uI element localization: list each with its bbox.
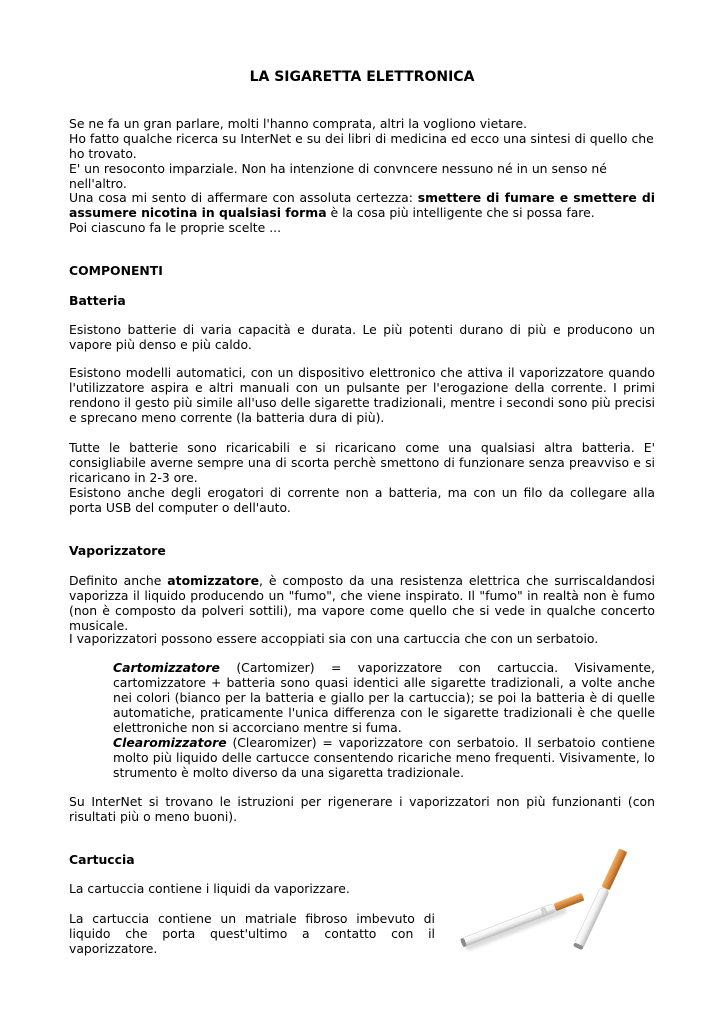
intro-line-2: Ho fatto qualche ricerca su InterNet e su dei libri di medicina ed ecco una sintesi di quello che ho trovato. [69, 131, 654, 161]
e-cigarette-illustration-icon [452, 843, 664, 953]
atomizzatore-term: atomizzatore [167, 573, 259, 588]
cartomizzatore-term: Cartomizzatore [113, 660, 220, 675]
intro-paragraph-1 [69, 116, 655, 161]
vaporizzatore-paragraph-2: I vaporizzatori possono essere accoppiati sia con una cartuccia che con un serbatoio. [69, 631, 599, 646]
subheading-batteria: Batteria [69, 293, 126, 308]
intro-paragraph-3 [69, 190, 655, 235]
subheading-cartuccia: Cartuccia [69, 852, 135, 867]
cartuccia-paragraph-1: La cartuccia contiene i liquidi da vaporizzare. [69, 881, 350, 896]
vaporizzatore-paragraph-1 [69, 573, 655, 633]
section-heading-componenti: COMPONENTI [69, 263, 163, 278]
clearomizzatore-paragraph [113, 735, 655, 780]
intro-text: è la cosa più intelligente che si possa fare. [326, 205, 595, 220]
intro-line-1: Se ne fa un gran parlare, molti l'hanno comprata, altri la vogliono vietare. [69, 116, 528, 131]
subheading-vaporizzatore: Vaporizzatore [69, 543, 166, 558]
vaporizzatore-paragraph-3: Su InterNet si trovano le istruzioni per rigenerare i vaporizzatori non più funzionanti (con risultati più o meno buoni). [69, 794, 655, 824]
intro-emphasis: smettere di fumare e smettere di assumere nicotina in qualsiasi forma [69, 190, 655, 220]
batteria-paragraph-2: Esistono modelli automatici, con un dispositivo elettronico che attiva il vaporizzatore quando l'utilizzatore aspira e altri manuali con un pulsante per l'erogazione della corrente. I primi rendono il gesto più simile all'uso delle sigarette tradizionali, mentre i secondi sono più precisi e sprecano meno corrente (la batteria dura di più). [69, 365, 655, 425]
intro-paragraph-2: E' un resoconto imparziale. Non ha intenzione di convncere nessuno né in un senso né nell'altro. [69, 161, 607, 191]
batteria-paragraph-4: Esistono anche degli erogatori di corrente non a batteria, ma con un filo da collegare alla porta USB del computer o dell'auto. [69, 485, 655, 515]
cartuccia-paragraph-2: La cartuccia contiene un matriale fibroso imbevuto di liquido che porta quest'ultimo a contatto con il vaporizzatore. [69, 911, 435, 956]
clearomizzatore-text: (Clearomizer) = vaporizzatore con serbatoio. Il serbatoio contiene molto più liquido delle cartucce consentendo ricariche meno frequenti. Visivamente, lo strumento è molto diverso da una sigaretta tradizionale. [113, 735, 655, 780]
intro-text: Una cosa mi sento di affermare con assoluta certezza: [69, 190, 418, 205]
vaporizzatore-text: , è composto da una resistenza elettrica che surriscaldandosi vaporizza il liquido producendo un "fumo", che viene inspirato. Il "fumo" in realtà non è fumo (non è composto da polveri sottili), ma vapore come quello che si vede in qualche concerto musicale. [69, 573, 655, 633]
intro-closing-line: Poi ciascuno fa le proprie scelte ... [69, 220, 282, 235]
batteria-paragraph-3: Tutte le batterie sono ricaricabili e si ricaricano come una qualsiasi altra batteria. E' consigliabile averne sempre una di scorta perchè smettono di funzionare senza preavviso e si ricaricano in 2-3 ore. [69, 440, 655, 485]
vaporizzatore-text: Definito anche [69, 573, 168, 588]
clearomizzatore-term: Clearomizzatore [113, 735, 227, 750]
cartomizzatore-paragraph [113, 660, 655, 735]
document-title: LA SIGARETTA ELETTRONICA [249, 69, 475, 85]
cartomizzatore-text: (Cartomizer) = vaporizzatore con cartuccia. Visivamente, cartomizzatore + batteria sono quasi identici alle sigarette tradizionali, a volte anche nei colori (bianco per la batteria e giallo per la cartuccia); se poi la batteria è di quelle automatiche, praticamente l'unica differenza con le sigarette tradizionali è che quelle elettroniche non si accorciano mentre si fuma. [113, 660, 655, 735]
batteria-paragraph-1: Esistono batterie di varia capacità e durata. Le più potenti durano di più e producono un vapore più denso e più caldo. [69, 322, 655, 352]
